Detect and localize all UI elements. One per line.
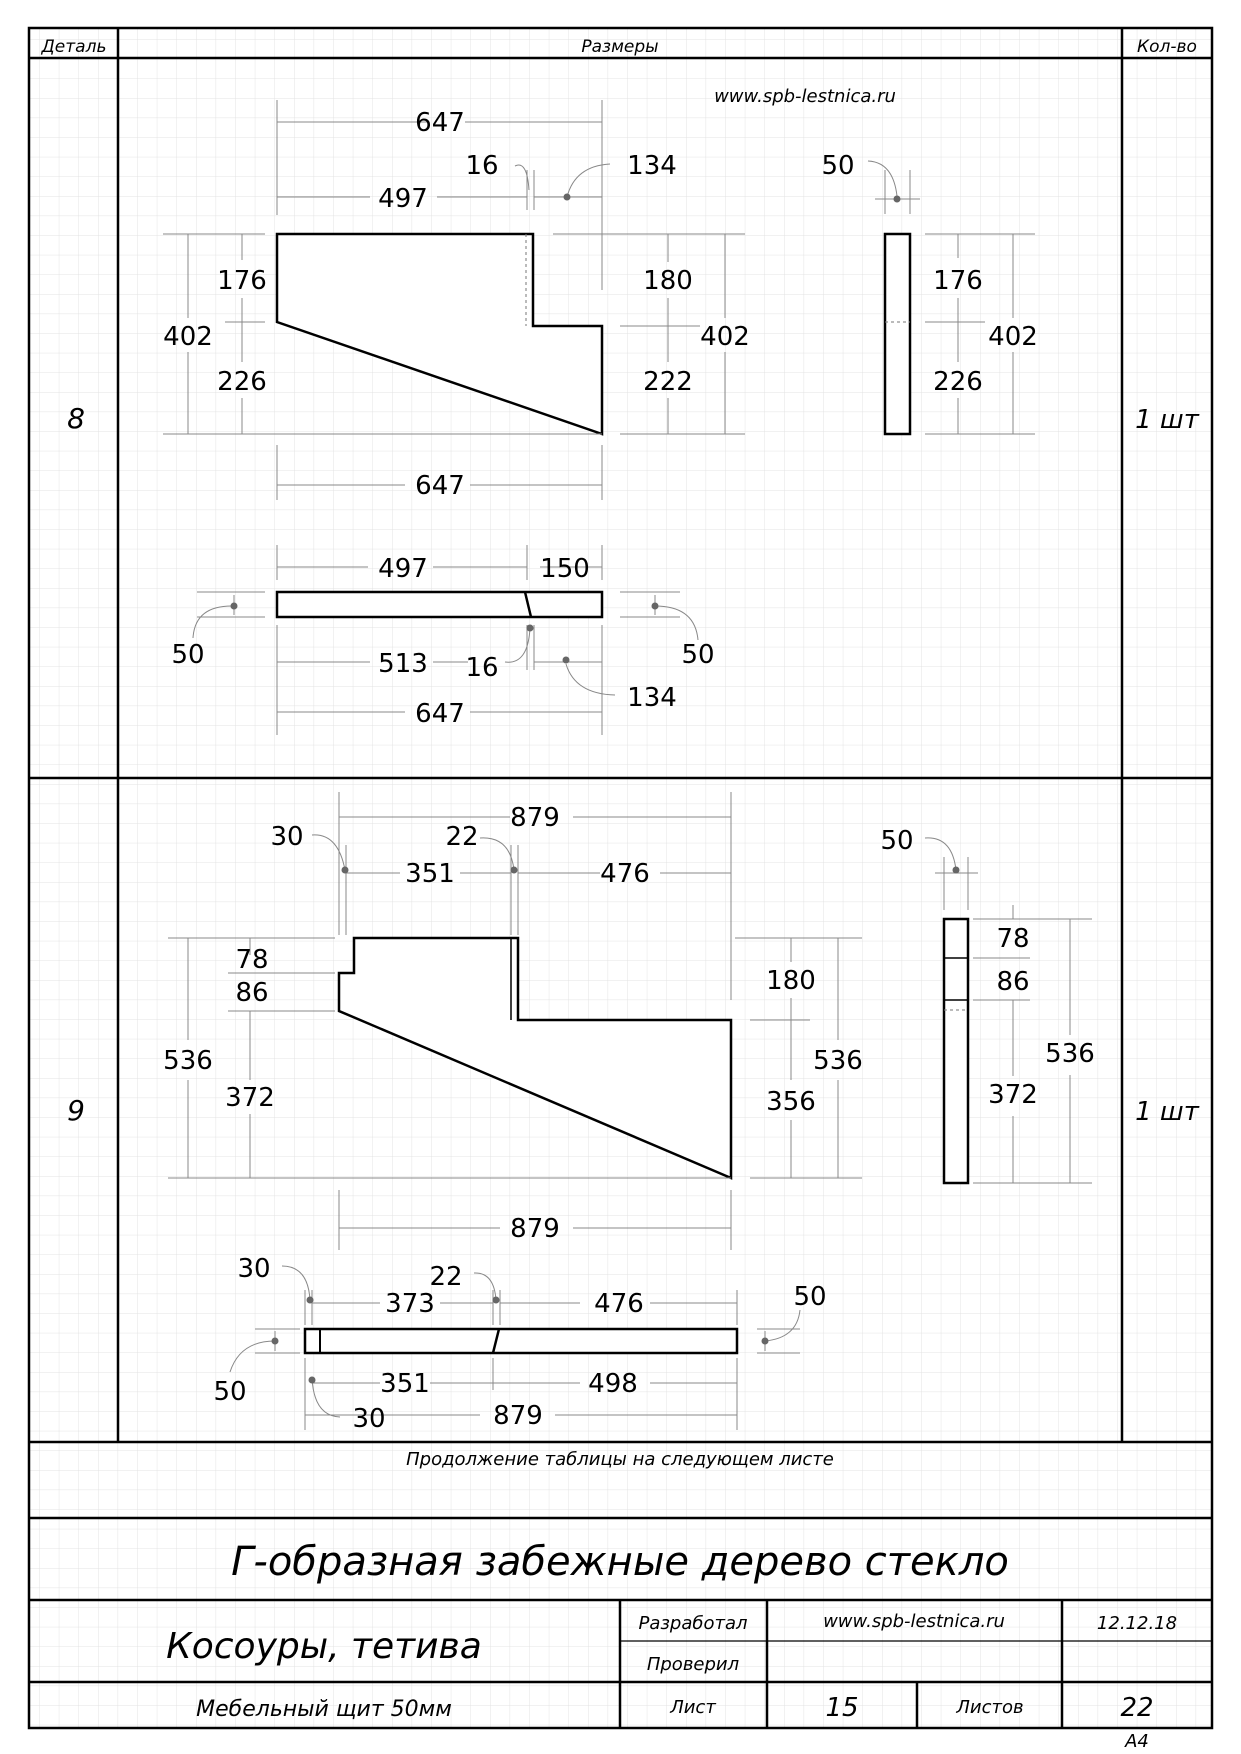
paper-format: A4 [1125, 1731, 1149, 1752]
dim-9-side-right-356: 356 [766, 1087, 816, 1117]
dim-9-plan-30-top: 30 [237, 1254, 271, 1284]
dim-9-plan-373: 373 [385, 1289, 435, 1319]
row8-quantity: 1 шт [1135, 405, 1199, 435]
dim-9-side-left-372: 372 [225, 1083, 275, 1113]
sheets-total: 22 [1120, 1693, 1154, 1723]
dim-9-side-left-86: 86 [235, 978, 269, 1008]
dim-9-side-top-879: 879 [510, 803, 560, 833]
sheet-label: Лист [670, 1697, 716, 1718]
dim-8-side-right-222: 222 [643, 367, 693, 397]
dim-9-side-left-78: 78 [235, 945, 269, 975]
checked-label: Проверил [646, 1654, 740, 1675]
project-title: Г-образная забежные дерево стекло [231, 1539, 1009, 1585]
website-label: www.spb-lestnica.ru [714, 86, 896, 107]
drawing-date: 12.12.18 [1096, 1613, 1178, 1634]
dim-9-plan-22: 22 [429, 1262, 463, 1292]
dim-9-side-right-536: 536 [813, 1046, 863, 1076]
dim-9-plan-right-50: 50 [793, 1282, 827, 1312]
detail8-end-view [885, 234, 910, 434]
dim-8-plan-left-50: 50 [171, 640, 205, 670]
dim-9-end-86: 86 [996, 967, 1030, 997]
dim-8-plan-647: 647 [415, 699, 465, 729]
sheet-number: 15 [825, 1693, 859, 1723]
dim-8-side-top-497: 497 [378, 184, 428, 214]
dim-8-plan-497: 497 [378, 554, 428, 584]
row9-detail-number: 9 [67, 1094, 85, 1127]
dim-9-side-left-536: 536 [163, 1046, 213, 1076]
dim-8-side-left-402: 402 [163, 322, 213, 352]
dim-8-side-top-16: 16 [465, 151, 499, 181]
dim-9-side-top-351: 351 [405, 859, 455, 889]
dim-9-end-536: 536 [1045, 1039, 1095, 1069]
dim-8-side-right-402: 402 [700, 322, 750, 352]
drawing-name: Косоуры, тетива [166, 1626, 482, 1667]
dim-8-side-bottom-647: 647 [415, 471, 465, 501]
dim-8-plan-150: 150 [540, 554, 590, 584]
dim-9-plan-30-bottom: 30 [352, 1404, 386, 1434]
dim-9-plan-498: 498 [588, 1369, 638, 1399]
dim-8-end-top-50: 50 [821, 151, 855, 181]
header-dimensions: Размеры [581, 37, 659, 57]
dim-8-end-402: 402 [988, 322, 1038, 352]
detail9-plan-view [305, 1329, 737, 1353]
dim-9-end-78: 78 [996, 924, 1030, 954]
dim-8-end-176: 176 [933, 266, 983, 296]
dim-8-plan-16: 16 [465, 653, 499, 683]
dim-8-end-226: 226 [933, 367, 983, 397]
dim-9-side-top-22: 22 [445, 822, 479, 852]
dim-8-side-top-647: 647 [415, 108, 465, 138]
dim-9-plan-left-50: 50 [213, 1377, 247, 1407]
dim-9-end-top-50: 50 [880, 826, 914, 856]
dim-9-side-top-476: 476 [600, 859, 650, 889]
row9-quantity: 1 шт [1135, 1097, 1199, 1127]
material-label: Мебельный щит 50мм [196, 1697, 452, 1722]
dim-9-plan-879: 879 [493, 1401, 543, 1431]
sheets-label: Листов [956, 1697, 1024, 1718]
dim-9-side-bottom-879: 879 [510, 1214, 560, 1244]
dim-8-plan-134: 134 [627, 683, 677, 713]
dim-9-plan-476: 476 [594, 1289, 644, 1319]
row8-detail-number: 8 [67, 402, 85, 435]
developed-value: www.spb-lestnica.ru [823, 1611, 1005, 1632]
continuation-note: Продолжение таблицы на следующем листе [406, 1449, 834, 1470]
header-detail: Деталь [41, 37, 107, 57]
developed-label: Разработал [638, 1613, 748, 1634]
dim-9-plan-351: 351 [380, 1369, 430, 1399]
dim-8-side-left-226: 226 [217, 367, 267, 397]
detail8-plan-view [277, 592, 602, 617]
dim-8-side-top-134: 134 [627, 151, 677, 181]
dim-9-side-right-180: 180 [766, 966, 816, 996]
dim-8-plan-right-50: 50 [681, 640, 715, 670]
detail9-end-view [944, 919, 968, 1183]
dim-8-side-left-176: 176 [217, 266, 267, 296]
header-quantity: Кол-во [1137, 37, 1197, 57]
dim-9-end-372: 372 [988, 1080, 1038, 1110]
dim-8-side-right-180: 180 [643, 266, 693, 296]
dim-9-side-top-30: 30 [270, 822, 304, 852]
dim-8-plan-513: 513 [378, 649, 428, 679]
